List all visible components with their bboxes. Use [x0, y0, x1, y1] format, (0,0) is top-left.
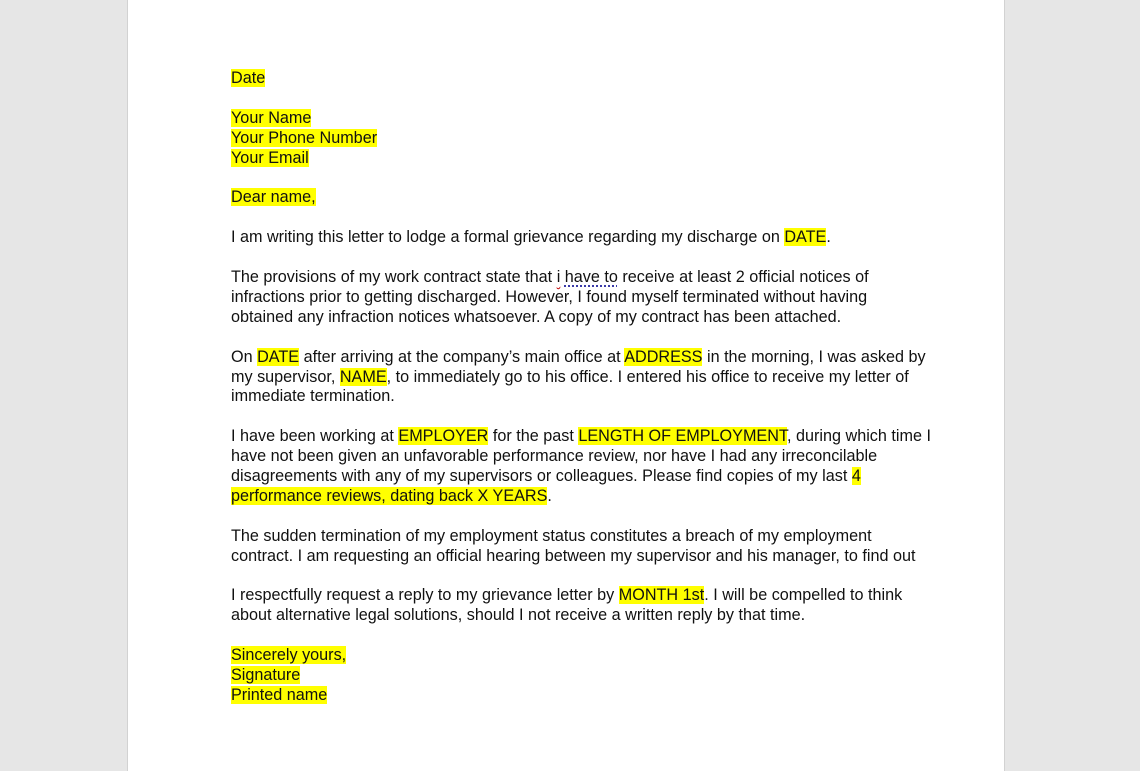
paragraph-4[interactable]: [231, 427, 931, 507]
spelling-error-word[interactable]: i: [556, 268, 561, 286]
paragraph-6-text-b: . I will be compelled to think about alternative legal solutions, should I not receive a written reply by that time.: [231, 586, 903, 625]
employer-placeholder[interactable]: EMPLOYER: [398, 427, 489, 446]
address-placeholder[interactable]: ADDRESS: [624, 347, 703, 366]
paragraph-4-text-a: I have been working at: [231, 427, 399, 446]
printed-name-placeholder[interactable]: Printed name: [231, 685, 328, 704]
employment-length-placeholder[interactable]: LENGTH OF EMPLOYMENT: [578, 427, 788, 446]
paragraph-1-text: I am writing this letter to lodge a formal grievance regarding my discharge on: [231, 228, 785, 247]
letter-body[interactable]: [231, 69, 931, 726]
signature-placeholder[interactable]: Signature: [231, 666, 301, 685]
paragraph-2[interactable]: [231, 268, 931, 328]
paragraph-3-text-a: On: [231, 347, 258, 366]
document-page: [127, 0, 1005, 771]
paragraph-6[interactable]: [231, 586, 931, 626]
paragraph-3-text-b: after arriving at the company’s main office at: [299, 347, 625, 366]
salutation-block: [231, 188, 931, 208]
closing-placeholder[interactable]: Sincerely yours,: [231, 646, 347, 665]
date-block: [231, 69, 931, 89]
paragraph-5[interactable]: [231, 527, 931, 567]
sender-email-placeholder[interactable]: Your Email: [231, 148, 309, 167]
closing-block: [231, 646, 931, 706]
grammar-suggestion-phrase[interactable]: have to: [564, 268, 618, 286]
paragraph-3-text-c: in the morning, I was asked by my supervisor,: [231, 347, 926, 386]
paragraph-1-end: .: [826, 228, 831, 247]
paragraph-4-text-b: for the past: [488, 427, 579, 446]
reply-deadline-placeholder[interactable]: MONTH 1st: [618, 586, 705, 605]
discharge-date-placeholder[interactable]: DATE: [784, 228, 827, 247]
paragraph-2-text-end: receive at least 2 official notices of infractions prior to getting discharged. However, I found myself terminated without having obtained any infraction notices whatsoever. A copy of my contract has been attached.: [231, 268, 869, 326]
paragraph-3-text-d: , to immediately go to his office. I entered his office to receive my letter of immediate termination.: [231, 367, 909, 406]
paragraph-1[interactable]: [231, 228, 931, 248]
sender-phone-placeholder[interactable]: Your Phone Number: [231, 128, 378, 147]
sender-name-placeholder[interactable]: Your Name: [231, 108, 312, 127]
supervisor-name-placeholder[interactable]: NAME: [339, 367, 387, 386]
paragraph-5-text: The sudden termination of my employment status constitutes a breach of my employment contract. I am requesting an official hearing between my supervisor and his manager, to find out: [231, 526, 916, 565]
date-placeholder[interactable]: Date: [231, 69, 266, 87]
salutation-placeholder[interactable]: Dear name,: [231, 188, 316, 207]
paragraph-6-text-a: I respectfully request a reply to my grievance letter by: [231, 586, 619, 605]
sender-block: [231, 109, 931, 169]
incident-date-placeholder[interactable]: DATE: [257, 347, 300, 366]
paragraph-3[interactable]: [231, 348, 931, 408]
paragraph-4-text-d: .: [547, 486, 552, 505]
paragraph-2-text-start: The provisions of my work contract state that: [231, 268, 557, 286]
performance-reviews-placeholder[interactable]: 4 performance reviews, dating back X YEARS: [231, 467, 861, 505]
paragraph-4-text-c: , during which time I have not been given an unfavorable performance review, nor have I had any irreconcilable disagreements with any of my supervisors or colleagues. Please find copies of my last: [231, 427, 931, 486]
